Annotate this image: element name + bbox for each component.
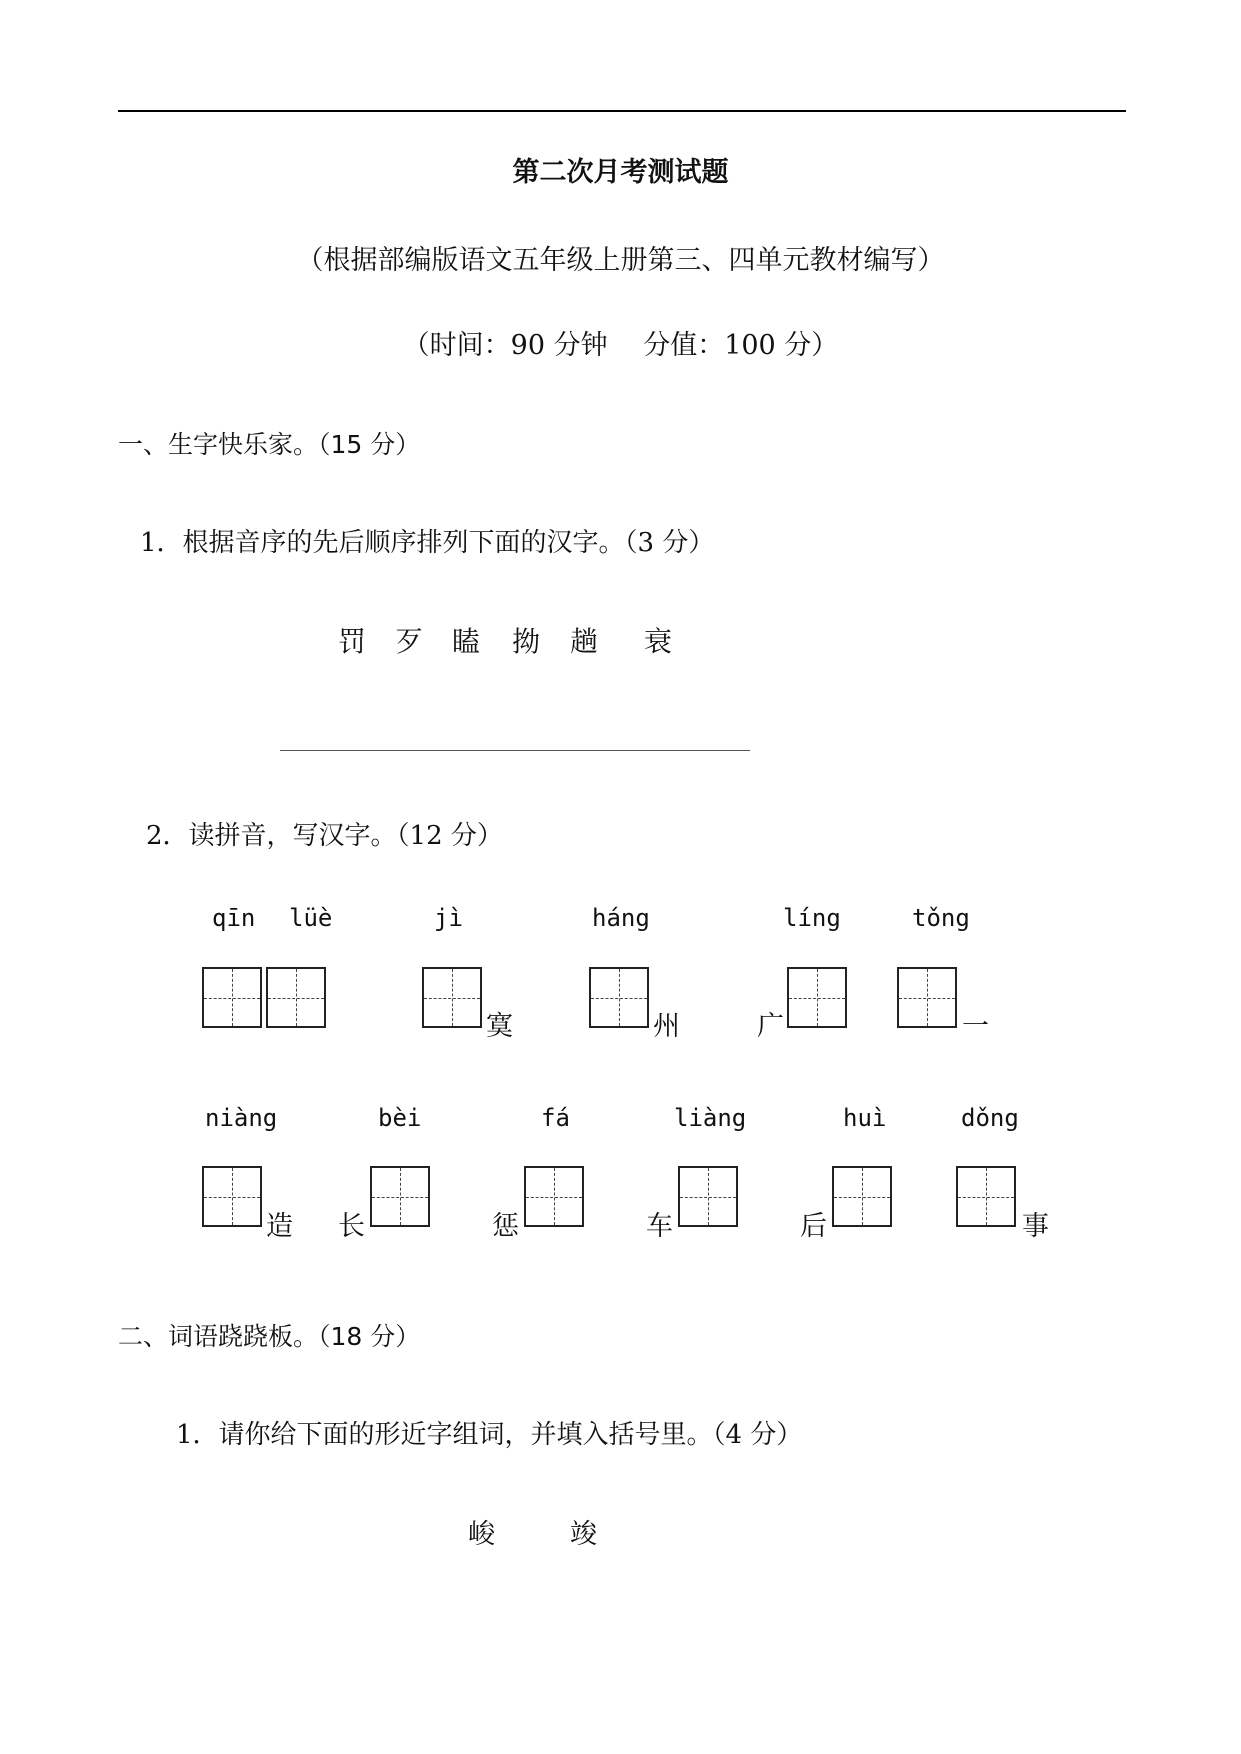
pinyin: qīn [212,904,256,932]
writing-box[interactable] [370,1166,430,1227]
order-chars [0,620,1241,660]
given-char: 广 [757,1011,784,1042]
pinyin: líng [783,904,841,932]
pinyin: liàng [674,1104,747,1132]
time-score-info: （时间：90 分钟 分值：100 分） [402,330,839,361]
writing-box[interactable] [678,1166,738,1227]
writing-box[interactable] [202,967,262,1028]
writing-box[interactable] [897,967,957,1028]
writing-box[interactable] [202,1166,262,1227]
page-title: 第二次月考测试题 [512,157,729,188]
given-char: 车 [646,1211,673,1242]
pinyin: dǒng [961,1104,1019,1132]
section2-heading: 二、词语跷跷板。（18 分） [118,1322,421,1351]
given-char: 惩 [492,1211,519,1242]
given-char: 一 [962,1011,989,1042]
section1-heading: 一、生字快乐家。（15 分） [118,430,421,459]
writing-box[interactable] [524,1166,584,1227]
top-rule [118,110,1126,112]
section1-q2-prompt: 2．读拼音，写汉字。（12 分） [146,821,503,851]
given-char: 州 [653,1011,680,1042]
order-char: 趟 [570,625,599,658]
writing-box[interactable] [266,967,326,1028]
writing-box[interactable] [956,1166,1016,1227]
given-char: 后 [800,1211,827,1242]
page-subtitle: （根据部编版语文五年级上册第三、四单元教材编写） [296,245,945,276]
section2-q1-prompt: 1．请你给下面的形近字组词，并填入括号里。（4 分） [176,1420,803,1450]
given-char: 寞 [486,1011,513,1042]
writing-box[interactable] [422,967,482,1028]
pinyin: huì [843,1104,887,1132]
pinyin: háng [592,904,650,932]
pinyin: jì [434,904,463,932]
given-char: 事 [1022,1211,1049,1242]
writing-box[interactable] [589,967,649,1028]
section1-q1-prompt: 1．根据音序的先后顺序排列下面的汉字。（3 分） [140,528,715,558]
given-char: 长 [338,1211,365,1242]
order-char: 罚 [338,625,367,658]
order-char: 衰 [644,625,673,658]
writing-box[interactable] [832,1166,892,1227]
similar-char: 竣 [570,1519,597,1550]
order-char: 歹 [395,625,424,658]
writing-box[interactable] [787,967,847,1028]
order-char: 瞌 [452,625,481,658]
given-char: 造 [266,1211,293,1242]
answer-line[interactable] [280,750,750,751]
order-char: 拗 [512,625,541,658]
pinyin: niàng [205,1104,278,1132]
pinyin: lüè [289,904,333,932]
pinyin: bèi [378,1104,422,1132]
similar-char: 峻 [468,1519,495,1550]
pinyin: tǒng [912,904,970,932]
pinyin: fá [541,1104,570,1132]
